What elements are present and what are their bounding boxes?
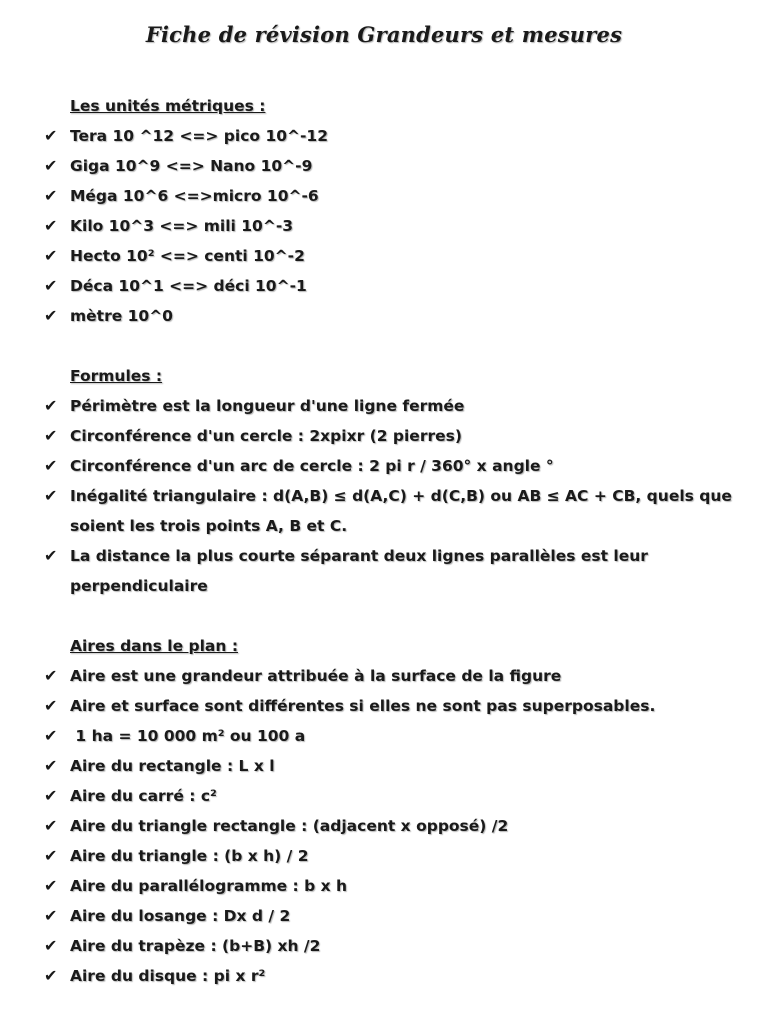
list-item [0,931,768,961]
list-item-text: Circonférence d'un arc de cercle : 2 pi r / 360° x angle ° [70,457,554,475]
list-item-text: mètre 10^0 [70,307,173,325]
bullet-list [0,661,768,991]
check-mark-icon: ✔ [44,756,58,775]
list-item [0,691,768,721]
check-mark-icon: ✔ [44,876,58,895]
check-mark-icon: ✔ [44,486,58,505]
list-item [0,481,768,541]
list-item-text: Hecto 10² <=> centi 10^-2 [70,247,305,265]
check-mark-icon: ✔ [44,216,58,235]
section-heading: Les unités métriques : [70,97,266,115]
list-item [0,301,768,331]
list-item [0,271,768,301]
list-item-text: Aire du triangle : (b x h) / 2 [70,847,309,865]
list-item [0,871,768,901]
list-item [0,121,768,151]
list-item [0,751,768,781]
check-mark-icon: ✔ [44,816,58,835]
list-item-text: Déca 10^1 <=> déci 10^-1 [70,277,307,295]
list-item [0,901,768,931]
check-mark-icon: ✔ [44,906,58,925]
check-mark-icon: ✔ [44,726,58,745]
list-item-text: Périmètre est la longueur d'une ligne fermée [70,397,465,415]
check-mark-icon: ✔ [44,246,58,265]
check-mark-icon: ✔ [44,936,58,955]
list-item-text: Aire du disque : pi x r² [70,967,266,985]
check-mark-icon: ✔ [44,546,58,565]
check-mark-icon: ✔ [44,426,58,445]
check-mark-icon: ✔ [44,456,58,475]
page-title: Fiche de révision Grandeurs et mesures [145,22,623,47]
list-item [0,181,768,211]
list-item-text: Aire du triangle rectangle : (adjacent x opposé) /2 [70,817,509,835]
list-item [0,241,768,271]
list-item-text: Aire est une grandeur attribuée à la surface de la figure [70,667,562,685]
list-item-text: Aire du parallélogramme : b x h [70,877,348,895]
section-metric-units [0,91,768,331]
section-heading: Formules : [70,367,163,385]
list-item [0,661,768,691]
check-mark-icon: ✔ [44,186,58,205]
section-formulas [0,361,768,601]
section-areas [0,631,768,991]
list-item [0,451,768,481]
check-mark-icon: ✔ [44,666,58,685]
section-heading: Aires dans le plan : [70,637,239,655]
list-item-text: Méga 10^6 <=>micro 10^-6 [70,187,319,205]
list-item-text: Inégalité triangulaire : d(A,B) ≤ d(A,C) + d(C,B) ou AB ≤ AC + CB, quels que soient les trois points A, B et C. [70,487,732,535]
list-item-text: La distance la plus courte séparant deux lignes parallèles est leur perpendiculaire [70,547,648,595]
check-mark-icon: ✔ [44,156,58,175]
list-item [0,781,768,811]
check-mark-icon: ✔ [44,846,58,865]
list-item [0,841,768,871]
check-mark-icon: ✔ [44,966,58,985]
list-item [0,421,768,451]
list-item-text: Aire du trapèze : (b+B) xh /2 [70,937,321,955]
check-mark-icon: ✔ [44,786,58,805]
list-item [0,541,768,601]
check-mark-icon: ✔ [44,396,58,415]
list-item [0,151,768,181]
list-item-text: Giga 10^9 <=> Nano 10^-9 [70,157,313,175]
list-item-text: Aire du carré : c² [70,787,217,805]
list-item-text: 1 ha = 10 000 m² ou 100 a [70,727,306,745]
list-item-text: Aire du rectangle : L x l [70,757,275,775]
list-item [0,811,768,841]
check-mark-icon: ✔ [44,306,58,325]
list-item [0,211,768,241]
list-item-text: Aire du losange : Dx d / 2 [70,907,291,925]
check-mark-icon: ✔ [44,696,58,715]
check-mark-icon: ✔ [44,276,58,295]
list-item-text: Aire et surface sont différentes si elles ne sont pas superposables. [70,697,656,715]
list-item-text: Kilo 10^3 <=> mili 10^-3 [70,217,294,235]
bullet-list [0,121,768,331]
list-item-text: Circonférence d'un cercle : 2xpixr (2 pierres) [70,427,462,445]
list-item [0,721,768,751]
list-item [0,391,768,421]
check-mark-icon: ✔ [44,126,58,145]
list-item [0,961,768,991]
bullet-list [0,391,768,601]
list-item-text: Tera 10 ^12 <=> pico 10^-12 [70,127,329,145]
